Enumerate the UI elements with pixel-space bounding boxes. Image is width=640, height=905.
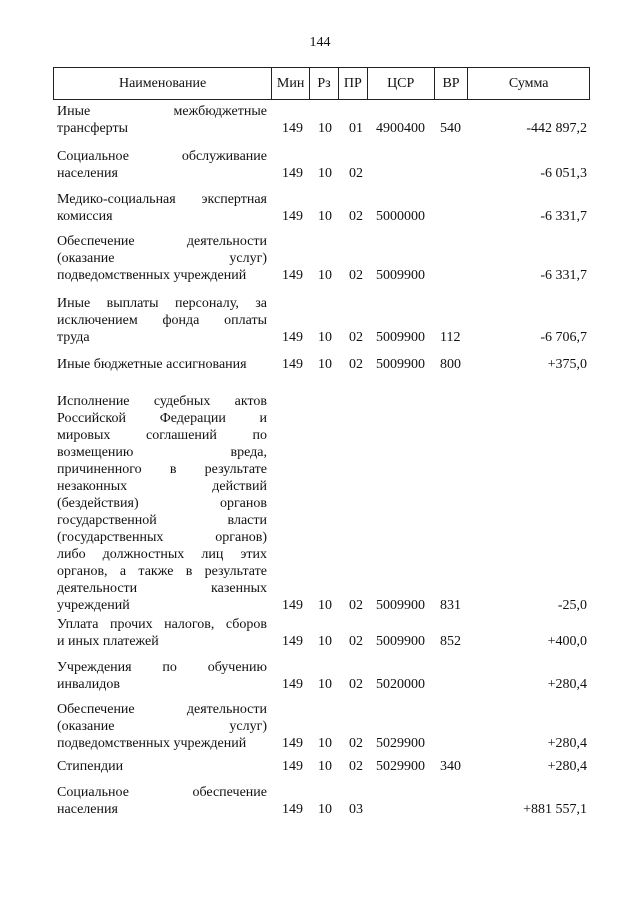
row-name-line: Иные межбюджетные (57, 104, 267, 119)
row-min: 149 (282, 268, 303, 283)
row-min: 149 (282, 634, 303, 649)
row-vr: 800 (440, 357, 461, 372)
row-name-line: Российской Федерации и (57, 411, 267, 426)
row-pr: 02 (349, 634, 363, 649)
row-pr: 02 (349, 209, 363, 224)
row-csr: 5009900 (376, 357, 425, 372)
row-name-line: исключением фонда оплаты (57, 313, 267, 328)
table-row (53, 356, 590, 373)
row-csr: 5029900 (376, 759, 425, 774)
row-name-line: мировых соглашений по (57, 428, 267, 443)
row-rz: 10 (318, 357, 332, 372)
row-rz: 10 (318, 121, 332, 136)
row-csr: 5009900 (376, 634, 425, 649)
row-name-line: Исполнение судебных актов (57, 394, 267, 409)
row-rz: 10 (318, 759, 332, 774)
header-vr: ВР (435, 68, 469, 99)
table-row (53, 233, 590, 284)
row-pr: 02 (349, 357, 363, 372)
row-name-line: Обеспечение деятельности (57, 702, 267, 717)
row-pr: 02 (349, 598, 363, 613)
row-rz: 10 (318, 330, 332, 345)
row-pr: 02 (349, 268, 363, 283)
row-name-line: (государственных органов) (57, 530, 267, 545)
row-min: 149 (282, 330, 303, 345)
row-pr: 02 (349, 166, 363, 181)
table-row (53, 191, 590, 225)
row-rz: 10 (318, 802, 332, 817)
row-rz: 10 (318, 268, 332, 283)
row-name-line: деятельности казенных (57, 581, 267, 596)
page-number: 144 (309, 35, 331, 50)
row-name-line: государственной власти (57, 513, 267, 528)
header-csr: ЦСР (368, 68, 435, 99)
row-pr: 03 (349, 802, 363, 817)
row-sum: -442 897,2 (526, 121, 587, 136)
row-pr: 02 (349, 330, 363, 345)
row-name-line: и иных платежей (57, 634, 159, 649)
header-pr: ПР (339, 68, 368, 99)
row-name (57, 701, 267, 752)
row-rz: 10 (318, 598, 332, 613)
row-sum: +375,0 (547, 357, 587, 372)
row-name-line: Иные выплаты персоналу, за (57, 296, 267, 311)
row-vr: 340 (440, 759, 461, 774)
row-rz: 10 (318, 209, 332, 224)
table-row (53, 616, 590, 650)
row-name (57, 393, 267, 614)
row-min: 149 (282, 357, 303, 372)
table-row (53, 784, 590, 818)
table-header (53, 67, 590, 100)
row-pr: 02 (349, 736, 363, 751)
table-row (53, 659, 590, 693)
row-name (57, 784, 267, 818)
row-name-line: либо должностных лиц этих (57, 547, 267, 562)
row-name-line: подведомственных учреждений (57, 268, 247, 283)
row-min: 149 (282, 209, 303, 224)
row-csr: 5000000 (376, 209, 425, 224)
header-name: Наименование (54, 68, 272, 99)
row-name (57, 659, 267, 693)
row-sum: +280,4 (547, 677, 587, 692)
row-name (57, 148, 267, 182)
row-name (57, 758, 267, 775)
row-min: 149 (282, 802, 303, 817)
row-min: 149 (282, 759, 303, 774)
row-name-line: Уплата прочих налогов, сборов (57, 617, 267, 632)
header-rz: Рз (310, 68, 339, 99)
row-rz: 10 (318, 634, 332, 649)
row-vr: 831 (440, 598, 461, 613)
row-name-line: Стипендии (57, 759, 124, 774)
row-name-line: Медико-социальная экспертная (57, 192, 267, 207)
row-name-line: труда (57, 330, 90, 345)
table-row (53, 148, 590, 182)
row-sum: -25,0 (557, 598, 587, 613)
row-name-line: (оказание услуг) (57, 251, 267, 266)
row-pr: 01 (349, 121, 363, 136)
row-name (57, 356, 267, 373)
row-rz: 10 (318, 677, 332, 692)
row-name-line: (оказание услуг) (57, 719, 267, 734)
row-csr: 5029900 (376, 736, 425, 751)
row-csr: 4900400 (376, 121, 425, 136)
row-pr: 02 (349, 677, 363, 692)
row-name-line: Социальное обслуживание (57, 149, 267, 164)
row-name-line: возмещению вреда, (57, 445, 267, 460)
row-sum: -6 051,3 (540, 166, 587, 181)
row-vr: 540 (440, 121, 461, 136)
row-name (57, 233, 267, 284)
row-name-line: Иные бюджетные ассигнования (57, 357, 247, 372)
row-min: 149 (282, 598, 303, 613)
row-min: 149 (282, 166, 303, 181)
row-name-line: Обеспечение деятельности (57, 234, 267, 249)
row-csr: 5009900 (376, 268, 425, 283)
row-sum: +881 557,1 (523, 802, 587, 817)
table-row (53, 701, 590, 752)
row-name-line: инвалидов (57, 677, 120, 692)
row-sum: -6 706,7 (540, 330, 587, 345)
row-name-line: подведомственных учреждений (57, 736, 247, 751)
row-sum: +280,4 (547, 736, 587, 751)
row-vr: 852 (440, 634, 461, 649)
table-row (53, 295, 590, 346)
row-name-line: населения (57, 166, 118, 181)
row-min: 149 (282, 121, 303, 136)
row-rz: 10 (318, 736, 332, 751)
row-sum: -6 331,7 (540, 268, 587, 283)
row-vr: 112 (440, 330, 461, 345)
header-sum: Сумма (508, 75, 549, 91)
table-row (53, 103, 590, 137)
row-name-line: Учреждения по обучению (57, 660, 267, 675)
row-sum: +280,4 (547, 759, 587, 774)
row-name-line: населения (57, 802, 118, 817)
row-pr: 02 (349, 759, 363, 774)
row-name (57, 295, 267, 346)
row-sum: -6 331,7 (540, 209, 587, 224)
row-name-line: учреждений (57, 598, 130, 613)
row-sum: +400,0 (547, 634, 587, 649)
row-rz: 10 (318, 166, 332, 181)
row-name-line: органов, а также в результате (57, 564, 267, 579)
table-row (53, 393, 590, 614)
row-name (57, 103, 267, 137)
row-name-line: комиссия (57, 209, 113, 224)
row-name-line: Социальное обеспечение (57, 785, 267, 800)
row-csr: 5009900 (376, 598, 425, 613)
row-name-line: незаконных действий (57, 479, 267, 494)
row-name-line: причиненного в результате (57, 462, 267, 477)
row-name (57, 191, 267, 225)
row-min: 149 (282, 677, 303, 692)
row-name-line: трансферты (57, 121, 129, 136)
row-csr: 5020000 (376, 677, 425, 692)
row-name-line: (бездействия) органов (57, 496, 267, 511)
row-name (57, 616, 267, 650)
header-min: Мин (272, 68, 310, 99)
table-row (53, 758, 590, 775)
row-min: 149 (282, 736, 303, 751)
row-csr: 5009900 (376, 330, 425, 345)
